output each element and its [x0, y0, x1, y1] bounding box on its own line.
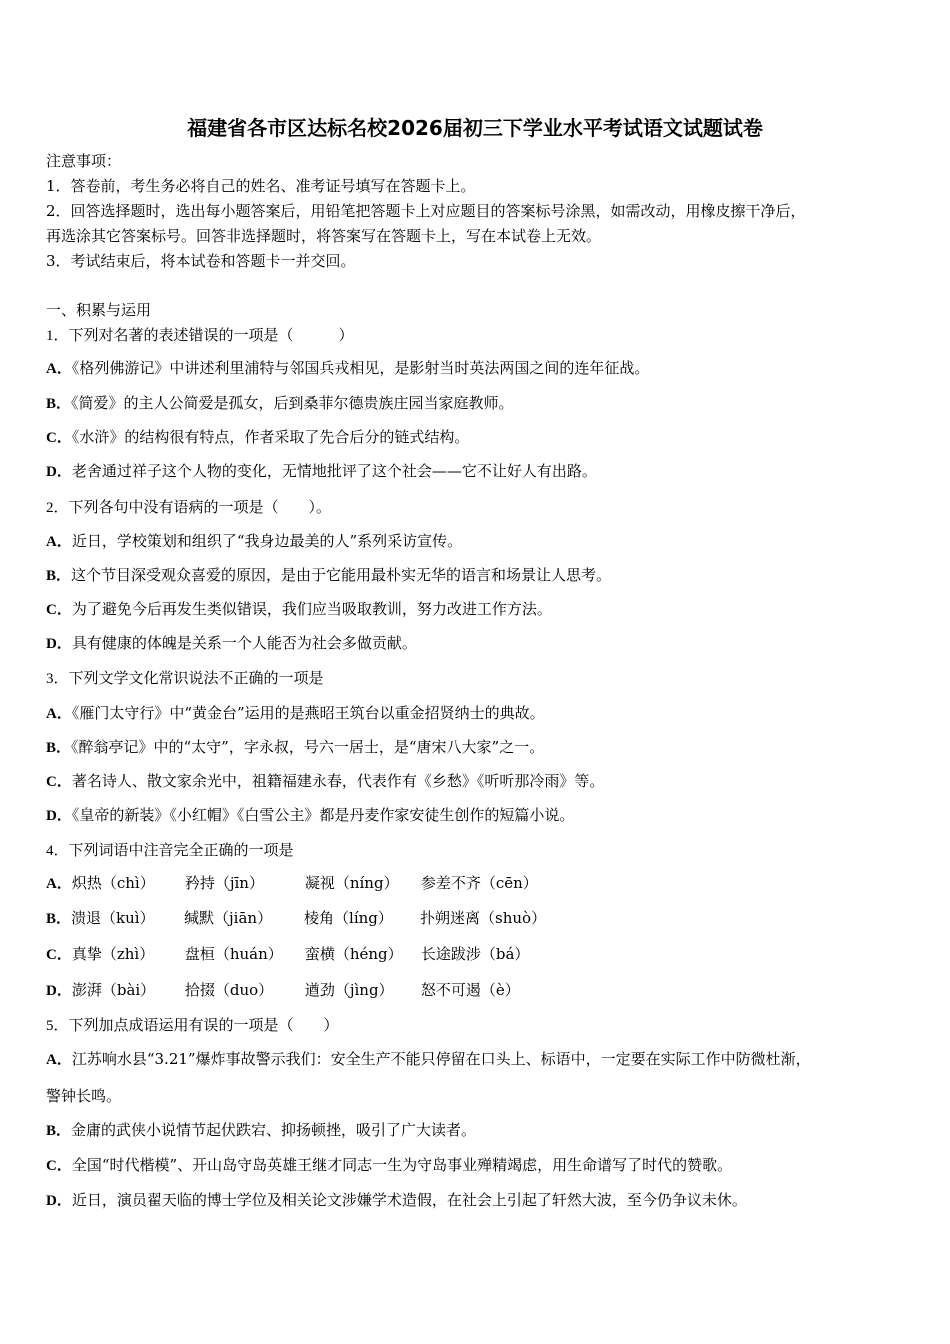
notice-heading: 注意事项： [46, 152, 122, 170]
option-letter: C． [46, 774, 72, 790]
option-letter: A． [46, 706, 72, 722]
option-letter: A． [46, 1052, 72, 1068]
page-title: 福建省各市区达标名校2026届初三下学业水平考试语文试题试卷 [187, 116, 763, 140]
pinyin-word: 扑朔迷离（shuò） [420, 909, 547, 927]
option-text: 这个节目深受观众喜爱的原因，是由于它能用最朴实无华的语言和场景让人思考。 [71, 566, 612, 584]
option-c [46, 427, 469, 448]
option-letter: B． [46, 396, 72, 412]
option-letter: B． [46, 568, 72, 584]
option-d [46, 461, 597, 482]
notice-item: 再选涂其它答案标号。回答非选择题时，将答案写在答题卡上，写在本试卷上无效。 [46, 227, 602, 245]
pinyin-word: 矜持（jīn） [184, 874, 264, 892]
option-text: 具有健康的体魄是关系一个人能否为社会多做贡献。 [71, 634, 417, 652]
option-b [46, 565, 611, 586]
question-number: 5． [46, 1018, 69, 1034]
option-d [46, 1190, 747, 1211]
option-c [46, 1155, 732, 1176]
question-number: 2． [46, 500, 69, 516]
option-letter: B． [46, 911, 72, 927]
option-letter: D． [46, 983, 72, 999]
option-letter: B． [46, 740, 72, 756]
option-text: 《皇帝的新装》《小红帽》《白雪公主》都是丹麦作家安徒生创作的短篇小说。 [71, 806, 575, 824]
pinyin-word: 澎湃（bài） [71, 981, 156, 999]
pinyin-word: 炽热（chì） [71, 874, 155, 892]
option-letter: A． [46, 361, 72, 377]
question-2 [46, 497, 331, 518]
option-letter: A． [46, 876, 72, 892]
option-text: 老舍通过祥子这个人物的变化，无情地批评了这个社会——它不让好人有出路。 [71, 462, 597, 480]
option-c [46, 599, 552, 620]
option-letter: D． [46, 1193, 72, 1209]
option-letter: C． [46, 430, 72, 446]
option-text: 为了避免今后再发生类似错误，我们应当吸取教训，努力改进工作方法。 [71, 600, 552, 618]
option-text: 近日，学校策划和组织了“我身边最美的人”系列采访宣传。 [71, 532, 463, 550]
option-text: 《水浒》的结构很有特点，作者采取了先合后分的链式结构。 [71, 428, 470, 446]
option-letter: C． [46, 1158, 72, 1174]
question-stem: 下列文学文化常识说法不正确的一项是 [68, 669, 324, 687]
notice-item: 3．考试结束后，将本试卷和答题卡一并交回。 [46, 252, 356, 270]
question-3 [46, 668, 324, 689]
option-a-continuation: 警钟长鸣。 [46, 1087, 122, 1105]
pinyin-word: 长途跋涉（bá） [420, 945, 530, 963]
option-a [46, 531, 462, 552]
option-text: 《简爱》的主人公简爱是孤女，后到桑菲尔德贵族庄园当家庭教师。 [71, 394, 514, 412]
question-stem: 下列词语中注音完全正确的一项是 [68, 841, 294, 859]
question-stem: 下列各句中没有语病的一项是（ ）。 [68, 498, 332, 516]
option-a [46, 358, 649, 379]
question-stem: 下列加点成语运用有误的一项是（ ） [68, 1016, 339, 1034]
pinyin-word: 蛮横（héng） [304, 945, 403, 963]
question-4 [46, 840, 294, 861]
option-text: 近日，演员翟天临的博士学位及相关论文涉嫌学术造假，在社会上引起了轩然大波，至今仍争议未休。 [71, 1191, 747, 1209]
option-text: 《醉翁亭记》中的“太守”，字永叔，号六一居士，是“唐宋八大家”之一。 [71, 738, 545, 756]
option-letter: D． [46, 636, 72, 652]
option-text: 全国“时代楷模”、开山岛守岛英雄王继才同志一生为守岛事业殚精竭虑，用生命谱写了时代的赞歌。 [71, 1156, 733, 1174]
option-b [46, 737, 544, 758]
pinyin-word: 缄默（jiān） [184, 909, 273, 927]
question-number: 3． [46, 671, 69, 687]
option-d [46, 980, 520, 1001]
pinyin-word: 怒不可遏（è） [420, 981, 520, 999]
option-letter: A． [46, 534, 72, 550]
question-stem: 下列对名著的表述错误的一项是（ ） [68, 326, 354, 344]
question-number: 1． [46, 328, 69, 344]
question-5 [46, 1015, 339, 1036]
section-heading: 一、积累与运用 [46, 301, 152, 319]
option-letter: C． [46, 947, 72, 963]
option-b [46, 1120, 476, 1141]
option-text: 《格列佛游记》中讲述利里浦特与邻国兵戎相见，是影射当时英法两国之间的连年征战。 [71, 359, 650, 377]
option-c [46, 771, 604, 792]
question-1 [46, 325, 354, 346]
option-text: 《雁门太守行》中“黄金台”运用的是燕昭王筑台以重金招贤纳士的典故。 [71, 704, 545, 722]
notice-item: 2．回答选择题时，选出每小题答案后，用铅笔把答题卡上对应题目的答案标号涂黑，如需改动，用橡皮擦干净后， [46, 202, 806, 220]
option-letter: D． [46, 464, 72, 480]
pinyin-word: 拾掇（duo） [184, 981, 274, 999]
pinyin-word: 遒劲（jìng） [304, 981, 394, 999]
pinyin-word: 参差不齐（cēn） [420, 874, 538, 892]
pinyin-word: 真挚（zhì） [71, 945, 155, 963]
pinyin-word: 盘桓（huán） [184, 945, 283, 963]
question-number: 4． [46, 843, 69, 859]
option-letter: D． [46, 808, 72, 824]
option-text: 江苏响水县“3.21”爆炸事故警示我们：安全生产不能只停留在口头上、标语中，一定要在实际工作中防微杜渐， [71, 1050, 811, 1068]
option-letter: B． [46, 1123, 72, 1139]
option-a [46, 1049, 811, 1070]
option-letter: C． [46, 602, 72, 618]
notice-item: 1．答卷前，考生务必将自己的姓名、准考证号填写在答题卡上。 [46, 177, 476, 195]
option-text: 著名诗人、散文家余光中，祖籍福建永春，代表作有《乡愁》《听听那冷雨》等。 [71, 772, 605, 790]
option-d [46, 633, 417, 654]
option-a [46, 703, 545, 724]
option-b [46, 393, 514, 414]
option-c [46, 944, 529, 965]
option-text: 金庸的武侠小说情节起伏跌宕、抑扬顿挫，吸引了广大读者。 [71, 1121, 477, 1139]
pinyin-word: 凝视（níng） [304, 874, 399, 892]
pinyin-word: 棱角（líng） [304, 909, 393, 927]
option-a [46, 873, 538, 894]
option-b [46, 908, 546, 929]
pinyin-word: 溃退（kuì） [71, 909, 155, 927]
option-d [46, 805, 574, 826]
